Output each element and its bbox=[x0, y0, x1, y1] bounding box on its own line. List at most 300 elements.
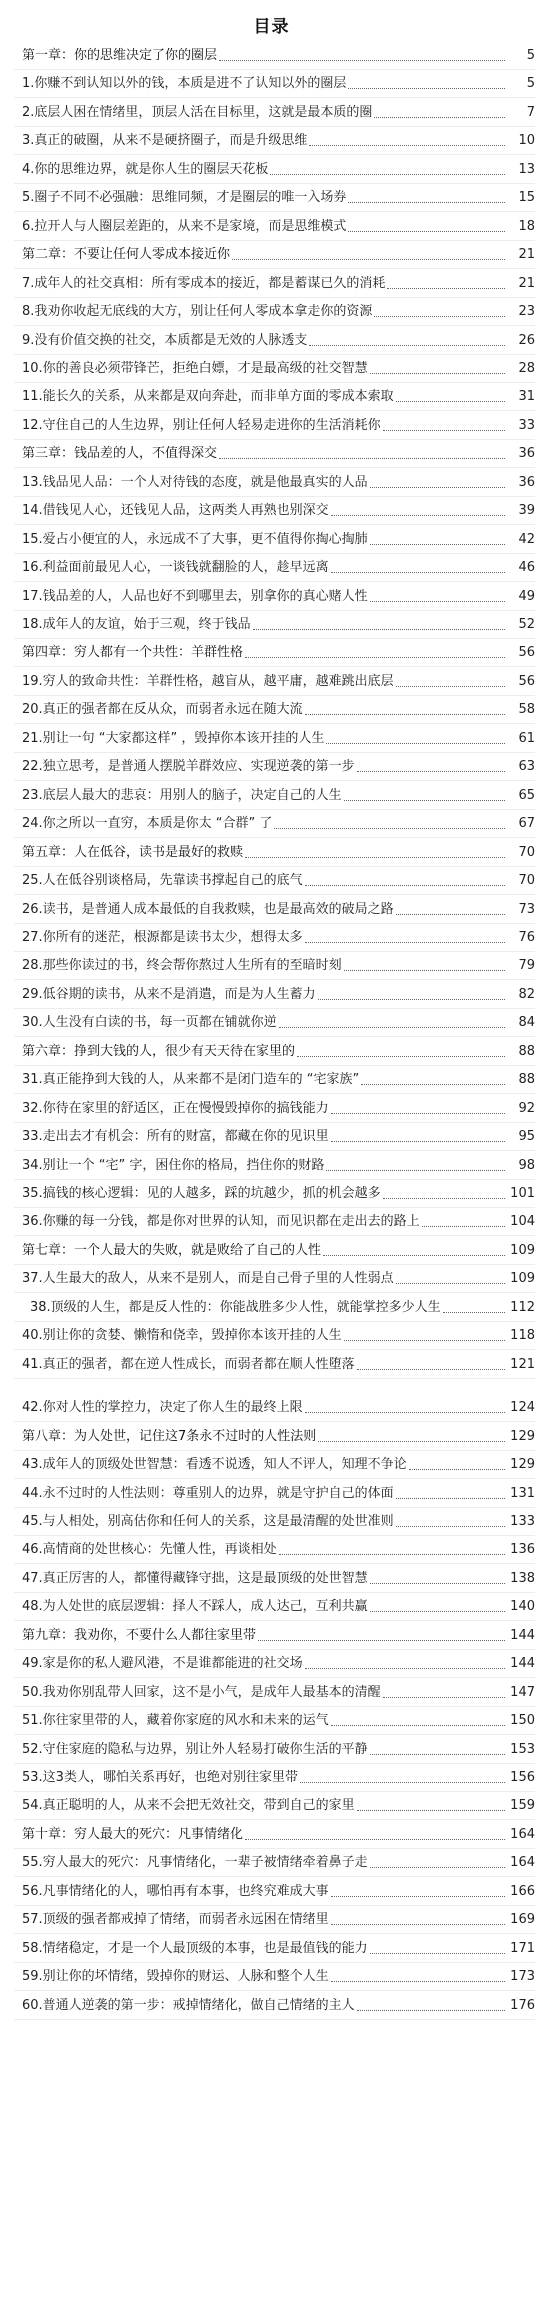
toc-page-number: 171 bbox=[510, 1940, 535, 1956]
toc-dot-leader bbox=[331, 1924, 505, 1925]
toc-entry-label: 57.顶级的强者都戒掉了情绪，而弱者永远困在情绪里 bbox=[22, 1910, 331, 1930]
toc-dot-leader bbox=[344, 1340, 505, 1341]
toc-entry-text bbox=[22, 1740, 505, 1760]
toc-entry-label: 44.永不过时的人性法则：尊重别人的边界，就是守护自己的体面 bbox=[22, 1484, 396, 1504]
toc-page-number: 36 bbox=[518, 446, 535, 462]
toc-page-number: 153 bbox=[510, 1741, 535, 1757]
toc-entry-text bbox=[22, 530, 505, 550]
toc-entry-text bbox=[22, 956, 505, 976]
toc-entry-text bbox=[22, 1711, 505, 1731]
toc-entry-text bbox=[22, 1768, 505, 1788]
toc-entry-text bbox=[22, 1042, 505, 1062]
toc-entry-label: 第四章：穷人都有一个共性：羊群性格 bbox=[22, 643, 245, 663]
toc-section-entry[interactable] bbox=[0, 1849, 543, 1877]
toc-entry-text bbox=[22, 1099, 505, 1119]
toc-dot-leader bbox=[370, 1867, 505, 1868]
toc-dot-leader bbox=[232, 259, 505, 260]
toc-entry-label: 27.你所有的迷茫，根源都是读书太少，想得太多 bbox=[22, 928, 305, 948]
toc-section-entry[interactable] bbox=[0, 1963, 543, 1991]
toc-entry-label: 40.别让你的贪婪、懒惰和侥幸，毁掉你本该开挂的人生 bbox=[22, 1326, 344, 1346]
toc-page-number: 70 bbox=[518, 873, 535, 889]
toc-page-number: 46 bbox=[518, 560, 535, 576]
toc-section-entry[interactable] bbox=[0, 554, 543, 582]
toc-entry-text bbox=[22, 1455, 505, 1475]
toc-section-entry[interactable] bbox=[0, 355, 543, 383]
toc-entry-label: 43.成年人的顶级处世智慧：看透不说透，知人不评人，知理不争论 bbox=[22, 1455, 409, 1475]
toc-chapter-entry[interactable] bbox=[0, 1038, 543, 1066]
toc-section-entry[interactable] bbox=[0, 1095, 543, 1123]
toc-dot-leader bbox=[348, 202, 505, 203]
toc-entry-text bbox=[22, 871, 505, 891]
toc-section-entry[interactable] bbox=[0, 1066, 543, 1094]
row-divider bbox=[14, 1378, 535, 1379]
toc-entry-label: 23.底层人最大的悲哀：用别人的脑子，决定自己的人生 bbox=[22, 786, 344, 806]
toc-dot-leader bbox=[305, 942, 505, 943]
toc-section-entry[interactable] bbox=[0, 327, 543, 355]
toc-dot-leader bbox=[396, 686, 505, 687]
toc-entry-text bbox=[22, 1184, 505, 1204]
toc-page-number: 138 bbox=[510, 1570, 535, 1586]
toc-entry-label: 第五章：人在低谷，读书是最好的救赎 bbox=[22, 843, 245, 863]
toc-page-number: 63 bbox=[518, 759, 535, 775]
toc-page-number: 129 bbox=[510, 1428, 535, 1444]
toc-entry-label: 52.守住家庭的隐私与边界，别让外人轻易打破你生活的平静 bbox=[22, 1740, 370, 1760]
toc-page-number: 61 bbox=[518, 730, 535, 746]
toc-section-entry[interactable] bbox=[0, 298, 543, 326]
toc-entry-text bbox=[22, 501, 505, 521]
toc-page-number: 52 bbox=[518, 617, 535, 632]
toc-page-number: 21 bbox=[518, 247, 535, 263]
toc-page-number: 67 bbox=[518, 816, 535, 832]
toc-section-entry[interactable] bbox=[0, 469, 543, 497]
toc-section-entry[interactable] bbox=[0, 753, 543, 781]
toc-section-entry[interactable] bbox=[0, 924, 543, 952]
toc-entry-text bbox=[22, 1796, 505, 1816]
toc-entry-label: 第三章：钱品差的人，不值得深交 bbox=[22, 444, 219, 464]
toc-page-number: 39 bbox=[518, 503, 535, 519]
toc-chapter-entry[interactable] bbox=[0, 1237, 543, 1265]
toc-section-entry[interactable] bbox=[0, 1123, 543, 1151]
toc-entry-label: 24.你之所以一直穷，本质是你太 “合群” 了 bbox=[22, 814, 274, 834]
toc-entry-text bbox=[22, 558, 505, 578]
toc-dot-leader bbox=[326, 743, 505, 744]
toc-entry-text bbox=[22, 1939, 505, 1959]
toc-page-number: 18 bbox=[518, 218, 535, 234]
toc-entry-label: 6.拉开人与人圈层差距的，从来不是家境，而是思维模式 bbox=[22, 217, 348, 237]
toc-entry-text bbox=[22, 1882, 505, 1902]
toc-page-number: 156 bbox=[510, 1770, 535, 1785]
toc-entry-label: 45.与人相处，别高估你和任何人的关系，这是最清醒的处世准则 bbox=[22, 1512, 396, 1532]
toc-dot-leader bbox=[370, 1953, 505, 1954]
toc-dot-leader bbox=[219, 60, 505, 61]
toc-section-entry[interactable] bbox=[0, 526, 543, 554]
toc-page-number: 169 bbox=[510, 1912, 535, 1928]
toc-section-entry[interactable] bbox=[0, 981, 543, 1009]
toc-entry-label: 第十章：穷人最大的死穴：凡事情绪化 bbox=[22, 1825, 245, 1845]
toc-entry-label: 第八章：为人处世，记住这7条永不过时的人性法则 bbox=[22, 1427, 318, 1447]
toc-page-number: 36 bbox=[518, 474, 535, 490]
toc-entry-label: 60.普通人逆袭的第一步：戒掉情绪化，做自己情绪的主人 bbox=[22, 1996, 357, 2016]
toc-entry-label: 16.利益面前最见人心，一谈钱就翻脸的人，趁早远离 bbox=[22, 558, 331, 578]
toc-entry-label: 41.真正的强者，都在逆人性成长，而弱者都在顺人性堕落 bbox=[22, 1355, 357, 1375]
toc-page-number: 79 bbox=[518, 958, 535, 974]
toc-entry-label: 33.走出去才有机会：所有的财富，都藏在你的见识里 bbox=[22, 1127, 331, 1147]
toc-entry-label: 55.穷人最大的死穴：凡事情绪化，一辈子被情绪牵着鼻子走 bbox=[22, 1853, 370, 1873]
toc-dot-leader bbox=[274, 828, 505, 829]
toc-dot-leader bbox=[370, 487, 505, 488]
toc-entry-label: 42.你对人性的掌控力，决定了你人生的最终上限 bbox=[22, 1398, 305, 1418]
toc-dot-leader bbox=[331, 1981, 505, 1982]
toc-page-number: 129 bbox=[510, 1457, 535, 1473]
toc-section-entry[interactable] bbox=[0, 696, 543, 724]
toc-entry-text bbox=[22, 1683, 505, 1703]
toc-section-entry[interactable] bbox=[0, 99, 543, 127]
toc-page-number: 82 bbox=[518, 986, 535, 1002]
toc-page-number: 10 bbox=[518, 133, 535, 149]
toc-section-entry[interactable] bbox=[0, 1536, 543, 1564]
row-divider bbox=[14, 2019, 535, 2020]
toc-section-entry[interactable] bbox=[0, 583, 543, 611]
toc-entry-label: 51.你往家里带的人，藏着你家庭的风水和未来的运气 bbox=[22, 1711, 331, 1731]
toc-entry-text bbox=[22, 1156, 505, 1176]
toc-section-entry[interactable] bbox=[0, 1508, 543, 1536]
toc-dot-leader bbox=[357, 1369, 505, 1370]
toc-entry-label: 17.钱品差的人，人品也好不到哪里去，别拿你的真心赌人性 bbox=[22, 587, 370, 607]
toc-section-entry[interactable] bbox=[0, 70, 543, 98]
toc-section-entry[interactable] bbox=[0, 1451, 543, 1479]
toc-dot-leader bbox=[370, 1754, 505, 1755]
toc-entry-text bbox=[22, 387, 505, 407]
toc-page-number: 95 bbox=[518, 1129, 535, 1145]
toc-page-number: 13 bbox=[518, 161, 535, 177]
toc-page-number: 26 bbox=[518, 332, 535, 348]
toc-entry-label: 38.顶级的人生，都是反人性的：你能战胜多少人性，就能掌控多少人生 bbox=[30, 1298, 443, 1318]
toc-entry-text bbox=[30, 1298, 505, 1318]
toc-dot-leader bbox=[396, 1498, 505, 1499]
toc-page-number: 84 bbox=[518, 1015, 535, 1031]
toc-entry-text bbox=[22, 700, 505, 720]
toc-section-entry[interactable] bbox=[0, 952, 543, 980]
toc-entry-text bbox=[22, 1484, 505, 1504]
toc-dot-leader bbox=[357, 2010, 505, 2011]
toc-entry-text bbox=[22, 1070, 505, 1090]
toc-page-number: 121 bbox=[510, 1356, 535, 1372]
toc-page-number: 104 bbox=[510, 1214, 535, 1230]
toc-entry-label: 29.低谷期的读书，从来不是消遣，而是为人生蓄力 bbox=[22, 985, 318, 1005]
toc-dot-leader bbox=[370, 601, 505, 602]
toc-page-number: 144 bbox=[510, 1627, 535, 1643]
toc-section-entry[interactable] bbox=[0, 1565, 543, 1593]
toc-entry-text bbox=[22, 1540, 505, 1560]
toc-chapter-entry[interactable] bbox=[0, 1423, 543, 1451]
toc-entry-label: 21.别让一句 “大家都这样” ，毁掉你本该开挂的人生 bbox=[22, 729, 326, 749]
toc-entry-text bbox=[22, 1241, 505, 1261]
toc-section-entry[interactable] bbox=[0, 1322, 543, 1350]
toc-dot-leader bbox=[331, 1725, 505, 1726]
toc-entry-text bbox=[22, 615, 505, 635]
toc-entry-text bbox=[22, 786, 505, 806]
toc-chapter-entry[interactable] bbox=[0, 1622, 543, 1650]
toc-section-entry[interactable] bbox=[0, 1180, 543, 1208]
toc-dot-leader bbox=[383, 1198, 505, 1199]
toc-entry-text bbox=[22, 1427, 505, 1447]
toc-entry-text bbox=[22, 843, 505, 863]
toc-entry-text bbox=[22, 245, 505, 265]
toc-entry-text bbox=[22, 1326, 505, 1346]
toc-section-entry[interactable] bbox=[0, 412, 543, 440]
toc-section-entry[interactable] bbox=[0, 896, 543, 924]
toc-entry-label: 34.别让一个 “宅” 字，困住你的格局，挡住你的财路 bbox=[22, 1156, 326, 1176]
toc-chapter-entry[interactable] bbox=[0, 639, 543, 667]
toc-dot-leader bbox=[270, 174, 505, 175]
toc-dot-leader bbox=[344, 970, 505, 971]
toc-entry-label: 11.能长久的关系，从来都是双向奔赴，而非单方面的零成本索取 bbox=[22, 387, 396, 407]
toc-dot-leader bbox=[374, 117, 505, 118]
toc-section-entry[interactable] bbox=[0, 127, 543, 155]
toc-entry-text bbox=[22, 1654, 505, 1674]
toc-entry-text bbox=[22, 74, 505, 94]
toc-entry-text bbox=[22, 1013, 505, 1033]
toc-dot-leader bbox=[309, 145, 505, 146]
toc-dot-leader bbox=[305, 1668, 505, 1669]
toc-section-entry[interactable] bbox=[0, 1992, 543, 2020]
toc-entry-label: 10.你的善良必须带锋芒，拒绝白嫖，才是最高级的社交智慧 bbox=[22, 359, 370, 379]
toc-dot-leader bbox=[318, 999, 505, 1000]
toc-page-number: 164 bbox=[510, 1826, 535, 1842]
toc-entry-label: 第九章：我劝你，不要什么人都往家里带 bbox=[22, 1626, 258, 1646]
toc-section-entry[interactable] bbox=[0, 1351, 543, 1379]
toc-dot-leader bbox=[305, 714, 505, 715]
toc-section-entry[interactable] bbox=[0, 1208, 543, 1236]
toc-entry-label: 49.家是你的私人避风港，不是谁都能进的社交场 bbox=[22, 1654, 305, 1674]
toc-section-entry[interactable] bbox=[0, 1294, 543, 1322]
toc-dot-leader bbox=[331, 1113, 505, 1114]
toc-dot-leader bbox=[219, 458, 505, 459]
toc-section-entry[interactable] bbox=[0, 1906, 543, 1934]
toc-section-entry[interactable] bbox=[0, 782, 543, 810]
toc-dot-leader bbox=[323, 1255, 505, 1256]
toc-dot-leader bbox=[331, 515, 505, 516]
toc-page-number: 109 bbox=[510, 1271, 535, 1287]
toc-page-number: 73 bbox=[518, 901, 535, 917]
toc-entry-text bbox=[22, 1967, 505, 1987]
toc-section-entry[interactable] bbox=[0, 1650, 543, 1678]
toc-page-number: 109 bbox=[510, 1242, 535, 1258]
toc-entry-text bbox=[22, 1212, 505, 1232]
toc-entry-text bbox=[22, 274, 505, 294]
toc-entry-label: 22.独立思考，是普通人摆脱羊群效应、实现逆袭的第一步 bbox=[22, 757, 357, 777]
toc-page-number: 21 bbox=[518, 275, 535, 291]
toc-entry-label: 46.高情商的处世核心：先懂人性，再谈相处 bbox=[22, 1540, 279, 1560]
toc-section-entry[interactable] bbox=[0, 725, 543, 753]
toc-entry-text bbox=[22, 444, 505, 464]
toc-entry-text bbox=[22, 1512, 505, 1532]
toc-chapter-entry[interactable] bbox=[0, 241, 543, 269]
toc-chapter-entry[interactable] bbox=[0, 839, 543, 867]
toc-entry-label: 第二章：不要让任何人零成本接近你 bbox=[22, 245, 232, 265]
toc-entry-text bbox=[22, 672, 505, 692]
toc-entry-text bbox=[22, 1597, 505, 1617]
toc-dot-leader bbox=[245, 857, 505, 858]
toc-dot-leader bbox=[348, 88, 505, 89]
toc-dot-leader bbox=[396, 401, 505, 402]
toc-dot-leader bbox=[396, 914, 505, 915]
toc-page-number: 28 bbox=[518, 360, 535, 376]
toc-section-entry[interactable] bbox=[0, 1265, 543, 1293]
toc-entry-label: 19.穷人的致命共性：羊群性格，越盲从，越平庸，越难跳出底层 bbox=[22, 672, 396, 692]
toc-page-number: 49 bbox=[518, 588, 535, 604]
toc-page-number: 5 bbox=[526, 76, 535, 92]
toc-entry-label: 47.真正厉害的人，都懂得藏锋守拙，这是最顶级的处世智慧 bbox=[22, 1569, 370, 1589]
toc-entry-label: 35.搞钱的核心逻辑：见的人越多，踩的坑越少，抓的机会越多 bbox=[22, 1184, 383, 1204]
toc-entry-text bbox=[22, 1910, 505, 1930]
toc-dot-leader bbox=[309, 345, 505, 346]
toc-entry-text bbox=[22, 473, 505, 493]
toc-entry-label: 1.你赚不到认知以外的钱，本质是进不了认知以外的圈层 bbox=[22, 74, 348, 94]
toc-page-number: 33 bbox=[518, 417, 535, 433]
toc-page-number: 173 bbox=[510, 1969, 535, 1985]
toc-section-entry[interactable] bbox=[0, 1679, 543, 1707]
toc-page-number: 31 bbox=[518, 389, 535, 405]
toc-section-entry[interactable] bbox=[0, 156, 543, 184]
toc-page-number: 58 bbox=[518, 702, 535, 718]
toc-page-number: 101 bbox=[510, 1186, 535, 1201]
toc-chapter-entry[interactable] bbox=[0, 1821, 543, 1849]
toc-entry-text bbox=[22, 131, 505, 151]
toc-entry-label: 50.我劝你别乱带人回家，这不是小气，是成年人最基本的清醒 bbox=[22, 1683, 383, 1703]
toc-page-number: 166 bbox=[510, 1883, 535, 1899]
toc-entry-label: 13.钱品见人品：一个人对待钱的态度，就是他最真实的人品 bbox=[22, 473, 370, 493]
toc-section-entry[interactable] bbox=[0, 1480, 543, 1508]
toc-entry-label: 第六章：挣到大钱的人，很少有天天待在家里的 bbox=[22, 1042, 297, 1062]
toc-entry-text bbox=[22, 331, 505, 351]
toc-entry-label: 30.人生没有白读的书，每一页都在铺就你逆 bbox=[22, 1013, 279, 1033]
toc-section-entry[interactable] bbox=[0, 1394, 543, 1422]
toc-entry-text bbox=[22, 160, 505, 180]
toc-dot-leader bbox=[387, 288, 505, 289]
toc-dot-leader bbox=[318, 1441, 505, 1442]
toc-entry-label: 37.人生最大的敌人，从来不是别人，而是自己骨子里的人性弱点 bbox=[22, 1269, 396, 1289]
toc-entry-label: 48.为人处世的底层逻辑：择人不踩人，成人达己，互利共赢 bbox=[22, 1597, 370, 1617]
toc-entry-text bbox=[22, 729, 505, 749]
toc-chapter-entry[interactable] bbox=[0, 440, 543, 468]
toc-section-entry[interactable] bbox=[0, 810, 543, 838]
toc-dot-leader bbox=[370, 1583, 505, 1584]
toc-page-number: 159 bbox=[510, 1798, 535, 1814]
toc-section-entry[interactable] bbox=[0, 1152, 543, 1180]
toc-page-number: 131 bbox=[510, 1485, 535, 1501]
toc-section-entry[interactable] bbox=[0, 867, 543, 895]
toc-entry-text bbox=[22, 217, 505, 237]
toc-page-number: 5 bbox=[526, 48, 535, 63]
toc-section-entry[interactable] bbox=[0, 668, 543, 696]
toc-entry-label: 20.真正的强者都在反从众，而弱者永远在随大流 bbox=[22, 700, 305, 720]
toc-page-number: 7 bbox=[526, 104, 535, 120]
toc-section-entry[interactable] bbox=[0, 1764, 543, 1792]
toc-dot-leader bbox=[370, 544, 505, 545]
toc-entry-label: 3.真正的破圈，从来不是硬挤圈子，而是升级思维 bbox=[22, 131, 309, 151]
toc-entry-label: 53.这3类人，哪怕关系再好，也绝对别往家里带 bbox=[22, 1768, 300, 1788]
toc-page-number: 98 bbox=[518, 1157, 535, 1173]
toc-entry-label: 4.你的思维边界，就是你人生的圈层天花板 bbox=[22, 160, 270, 180]
toc-entry-text bbox=[22, 1355, 505, 1375]
toc-entry-text bbox=[22, 359, 505, 379]
toc-section-entry[interactable] bbox=[0, 213, 543, 241]
toc-page-number: 76 bbox=[518, 929, 535, 945]
toc-entry-text bbox=[22, 900, 505, 920]
toc-dot-leader bbox=[305, 885, 505, 886]
toc-section-entry[interactable] bbox=[0, 1792, 543, 1820]
toc-section-entry[interactable] bbox=[0, 497, 543, 525]
toc-dot-leader bbox=[245, 657, 505, 658]
toc-entry-text bbox=[22, 416, 505, 436]
toc-entry-text bbox=[22, 1853, 505, 1873]
toc-page-number: 56 bbox=[518, 645, 535, 661]
toc-entry-text bbox=[22, 1569, 505, 1589]
toc-dot-leader bbox=[331, 1896, 505, 1897]
toc-entry-text bbox=[22, 46, 505, 66]
toc-section-entry[interactable] bbox=[0, 611, 543, 639]
toc-section-entry[interactable] bbox=[0, 1707, 543, 1735]
toc-entry-text bbox=[22, 643, 505, 663]
toc-entry-text bbox=[22, 757, 505, 777]
toc-page-number: 176 bbox=[510, 1997, 535, 2013]
toc-section-entry[interactable] bbox=[0, 1009, 543, 1037]
toc-page-number: 92 bbox=[518, 1100, 535, 1116]
toc-section-entry[interactable] bbox=[0, 1593, 543, 1621]
toc-page-number: 144 bbox=[510, 1656, 535, 1672]
toc-page-number: 140 bbox=[510, 1599, 535, 1615]
toc-section-entry[interactable] bbox=[0, 270, 543, 298]
toc-entry-label: 9.没有价值交换的社交，本质都是无效的人脉透支 bbox=[22, 331, 309, 351]
toc-section-entry[interactable] bbox=[0, 383, 543, 411]
toc-dot-leader bbox=[396, 1526, 505, 1527]
toc-dot-leader bbox=[357, 771, 505, 772]
toc-entry-label: 2.底层人困在情绪里，顶层人活在目标里，这就是最本质的圈 bbox=[22, 103, 374, 123]
toc-chapter-entry[interactable] bbox=[0, 42, 543, 70]
toc-page-number: 118 bbox=[510, 1328, 535, 1344]
toc-page-number: 23 bbox=[518, 304, 535, 320]
toc-page-number: 42 bbox=[518, 531, 535, 547]
toc-dot-leader bbox=[279, 1027, 505, 1028]
toc-entry-label: 5.圈子不同不必强融：思维同频，才是圈层的唯一入场券 bbox=[22, 188, 348, 208]
toc-entry-text bbox=[22, 1825, 505, 1845]
toc-dot-leader bbox=[297, 1056, 505, 1057]
toc-dot-leader bbox=[344, 800, 505, 801]
toc-entry-label: 18.成年人的友谊，始于三观，终于钱品 bbox=[22, 615, 253, 635]
toc-page-number: 136 bbox=[510, 1542, 535, 1558]
toc-entry-text bbox=[22, 587, 505, 607]
toc-entry-label: 58.情绪稳定，才是一个人最顶级的本事，也是最值钱的能力 bbox=[22, 1939, 370, 1959]
toc-section-entry[interactable] bbox=[0, 1736, 543, 1764]
toc-entry-label: 8.我劝你收起无底线的大方，别让任何人零成本拿走你的资源 bbox=[22, 302, 374, 322]
toc-entry-label: 25.人在低谷别谈格局，先靠读书撑起自己的底气 bbox=[22, 871, 305, 891]
toc-entry-text bbox=[22, 928, 505, 948]
toc-section-entry[interactable] bbox=[0, 1878, 543, 1906]
toc-dot-leader bbox=[348, 231, 505, 232]
toc-dot-leader bbox=[370, 373, 505, 374]
toc-dot-leader bbox=[357, 1810, 505, 1811]
toc-entry-text bbox=[22, 1398, 505, 1418]
toc-section-entry[interactable] bbox=[0, 1935, 543, 1963]
toc-dot-leader bbox=[383, 1697, 505, 1698]
toc-dot-leader bbox=[409, 1469, 505, 1470]
toc-entry-label: 32.你待在家里的舒适区，正在慢慢毁掉你的搞钱能力 bbox=[22, 1099, 331, 1119]
toc-section-entry[interactable] bbox=[0, 184, 543, 212]
toc-entry-text bbox=[22, 188, 505, 208]
toc-dot-leader bbox=[396, 1283, 505, 1284]
toc-page-number: 70 bbox=[518, 844, 535, 860]
